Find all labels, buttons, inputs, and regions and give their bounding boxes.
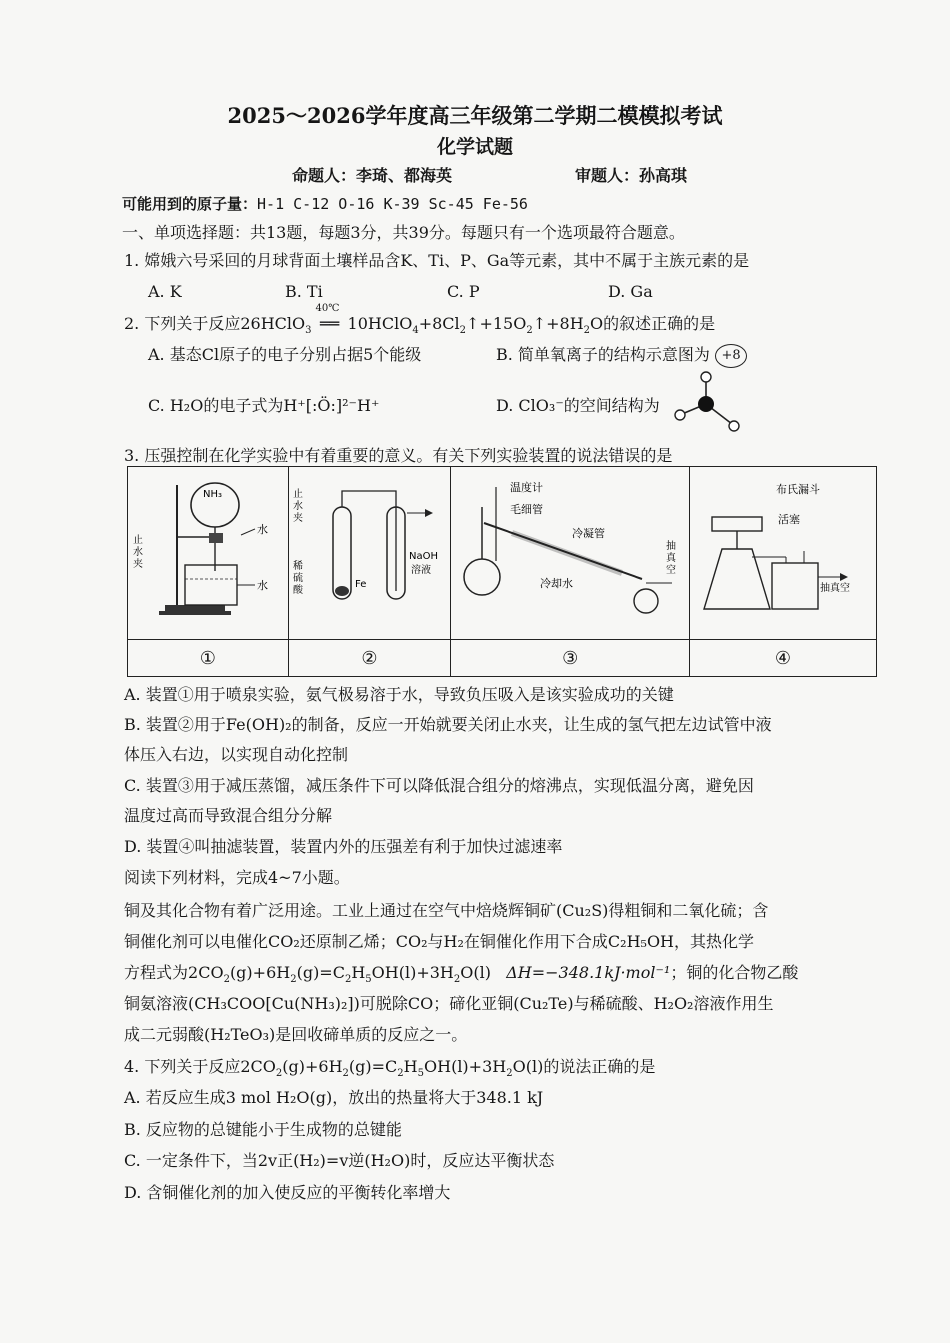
material-p1: 铜及其化合物有着广泛用途。工业上通过在空气中焙烧辉铜矿(Cu₂S)得粗铜和二氧化硫；含 bbox=[124, 901, 769, 920]
q2-stem: 2. 下列关于反应26HClO$_3$ 40℃ ══ $10HClO_4+8Cl_2↑+15O_2↑+8H_2O$的叙述正确的是 bbox=[124, 303, 716, 337]
fig3-vacuum: 抽 bbox=[666, 541, 677, 552]
water-electron-formula: H⁺[:Ö:]²⁻H⁺ bbox=[283, 396, 380, 415]
fig4-vacuum: 抽真空 bbox=[820, 583, 850, 594]
fig2-clamp: 止 bbox=[293, 489, 304, 500]
material-intro: 阅读下列材料，完成4~7小题。 bbox=[124, 868, 350, 887]
svg-text:水: 水 bbox=[132, 547, 143, 558]
fig3-cooling-water: 冷却水 bbox=[540, 577, 574, 590]
oxygen-ion-diagram: +8 bbox=[715, 344, 747, 368]
atomic-masses-label: 可能用到的原子量： bbox=[122, 195, 258, 213]
material-p3: 方程式为$2CO_2(g)+6H_2(g)=C_2H_5OH(l)+3H_2O(l)$ ΔH=−348.1kJ·mol⁻¹；铜的化合物乙酸 bbox=[124, 963, 799, 986]
svg-text:空: 空 bbox=[666, 565, 677, 576]
svg-text:夹: 夹 bbox=[293, 513, 304, 524]
authors: 李琦、都海英 bbox=[356, 166, 453, 185]
svg-text:溶液: 溶液 bbox=[411, 565, 432, 576]
apparatus-label-2: ② bbox=[288, 640, 451, 677]
reviewer-label: 审题人： bbox=[575, 166, 640, 185]
fig1-water1: 水 bbox=[256, 523, 268, 536]
apparatus-label-4: ④ bbox=[690, 640, 877, 677]
apparatus-label-3: ③ bbox=[451, 640, 690, 677]
fig4-funnel: 布氏漏斗 bbox=[776, 483, 820, 496]
q2-stem-post: 的叙述正确的是 bbox=[603, 314, 716, 333]
q3-stem: 3. 压强控制在化学实验中有着重要的意义。有关下列实验装置的说法错误的是 bbox=[124, 446, 673, 465]
svg-text:真: 真 bbox=[666, 553, 677, 564]
q2-option-b-text: B. 简单氧离子的结构示意图为 bbox=[496, 345, 710, 364]
q4-stem: 4. 下列关于反应$2CO_2(g)+6H_2(g)=C_2H_5OH(l)+3H_2O(l)$的说法正确的是 bbox=[124, 1057, 656, 1080]
q3-option-c-line1: C. 装置③用于减压蒸馏，减压条件下可以降低混合组分的熔沸点，实现低温分离，避免因 bbox=[124, 776, 754, 795]
vacuum-distillation-apparatus bbox=[452, 467, 688, 635]
q3-option-c-line2: 温度过高而导致混合组分分解 bbox=[124, 806, 333, 825]
q4-stem-post: 的说法正确的是 bbox=[543, 1057, 656, 1076]
fountain-apparatus bbox=[129, 467, 287, 635]
material-p4: 铜氨溶液(CH₃COO[Cu(NH₃)₂])可脱除CO；碲化亚铜(Cu₂Te)与稀硫酸、H₂O₂溶液作用生 bbox=[124, 994, 774, 1013]
q1-stem: 1. 嫦娥六号采回的月球背面土壤样品含K、Ti、P、Ga等元素，其中不属于主族元素的是 bbox=[124, 251, 750, 270]
svg-text:硫: 硫 bbox=[293, 573, 304, 584]
q1-option-b: B. Ti bbox=[285, 282, 323, 301]
atomic-masses-values: H-1 C-12 O-16 K-39 Sc-45 Fe-56 bbox=[257, 195, 528, 213]
apparatus-label-1: ① bbox=[128, 640, 289, 677]
q3-option-a: A. 装置①用于喷泉实验，氨气极易溶于水，导致负压吸入是该实验成功的关键 bbox=[124, 685, 674, 704]
suction-filtration-apparatus bbox=[690, 467, 876, 635]
apparatus-3-cell bbox=[451, 467, 690, 640]
material-p3-pre: 方程式为 bbox=[124, 963, 189, 982]
q2-condition-arrow: 40℃ ══ bbox=[315, 303, 340, 333]
section-heading: 一、单项选择题：共13题，每题3分，共39分。每题只有一个选项最符合题意。 bbox=[122, 223, 685, 242]
material-p3-post: ；铜的化合物乙酸 bbox=[670, 963, 799, 982]
q2-option-d: D. ClO₃⁻的空间结构为 bbox=[496, 396, 660, 415]
q4-option-d: D. 含铜催化剂的加入使反应的平衡转化率增大 bbox=[124, 1183, 451, 1202]
material-p3-enthalpy: ΔH=−348.1kJ·mol⁻¹ bbox=[506, 963, 671, 982]
material-p2: 铜催化剂可以电催化CO₂还原制乙烯；CO₂与H₂在铜催化作用下合成C₂H₅OH，其热化学 bbox=[124, 932, 755, 951]
q2-option-a: A. 基态Cl原子的电子分别占据5个能级 bbox=[148, 345, 422, 364]
subject-title: 化学试题 bbox=[436, 136, 513, 158]
ferrous-hydroxide-apparatus bbox=[289, 467, 449, 635]
exam-title: 2025～2026学年度高三年级第二学期二模模拟考试 bbox=[227, 103, 723, 128]
fig2-naoh: NaOH bbox=[409, 551, 439, 562]
q4-option-c: C. 一定条件下，当2v正(H₂)=v逆(H₂O)时，反应达平衡状态 bbox=[124, 1151, 555, 1170]
fig1-nh3: NH₃ bbox=[202, 489, 222, 500]
fig4-stopper: 活塞 bbox=[778, 513, 800, 526]
q1-option-a: A. K bbox=[148, 282, 182, 301]
author-line bbox=[292, 163, 452, 186]
apparatus-1-cell bbox=[128, 467, 289, 640]
reviewer: 孙高琪 bbox=[639, 166, 688, 185]
fig3-thermometer: 温度计 bbox=[510, 481, 544, 494]
q2-stem-pre: 2. 下列关于反应 bbox=[124, 314, 241, 333]
material-p5: 成二元弱酸(H₂TeO₃)是回收碲单质的反应之一。 bbox=[124, 1025, 468, 1044]
fig2-acid: 稀 bbox=[293, 561, 304, 572]
q1-option-d: D. Ga bbox=[608, 282, 653, 301]
apparatus-table bbox=[127, 466, 877, 677]
q4-option-a: A. 若反应生成3 mol H₂O(g)，放出的热量将大于348.1 kJ bbox=[124, 1088, 544, 1107]
q2-option-c bbox=[148, 393, 379, 416]
reviewer-line bbox=[575, 163, 687, 186]
svg-text:夹: 夹 bbox=[132, 559, 143, 570]
q2-condition: 40℃ bbox=[315, 303, 340, 314]
chlorate-structure-diagram bbox=[672, 370, 744, 440]
fig3-condenser: 冷凝管 bbox=[572, 527, 606, 540]
atomic-masses bbox=[122, 193, 528, 214]
fig1-clamp: 止 bbox=[132, 535, 143, 546]
apparatus-2-cell bbox=[288, 467, 451, 640]
svg-text:酸: 酸 bbox=[293, 585, 304, 596]
fig3-capillary: 毛细管 bbox=[510, 503, 544, 516]
fig1-water2: 水 bbox=[256, 579, 268, 592]
q3-option-b-line1: B. 装置②用于Fe(OH)₂的制备，反应一开始就要关闭止水夹，让生成的氢气把左边试管中液 bbox=[124, 715, 772, 734]
author-label: 命题人： bbox=[292, 166, 357, 185]
q2-option-b bbox=[496, 342, 747, 368]
q4-stem-pre: 4. 下列关于反应 bbox=[124, 1057, 241, 1076]
q1-option-c: C. P bbox=[447, 282, 480, 301]
svg-text:水: 水 bbox=[293, 501, 304, 512]
q3-option-b-line2: 体压入右边，以实现自动化控制 bbox=[124, 745, 349, 764]
q3-option-d: D. 装置④叫抽滤装置，装置内外的压强差有利于加快过滤速率 bbox=[124, 837, 563, 856]
apparatus-4-cell bbox=[690, 467, 877, 640]
q2-option-c-text: C. H₂O的电子式为 bbox=[148, 396, 284, 415]
fig2-fe: Fe bbox=[355, 579, 367, 590]
q4-option-b: B. 反应物的总键能小于生成物的总键能 bbox=[124, 1120, 402, 1139]
